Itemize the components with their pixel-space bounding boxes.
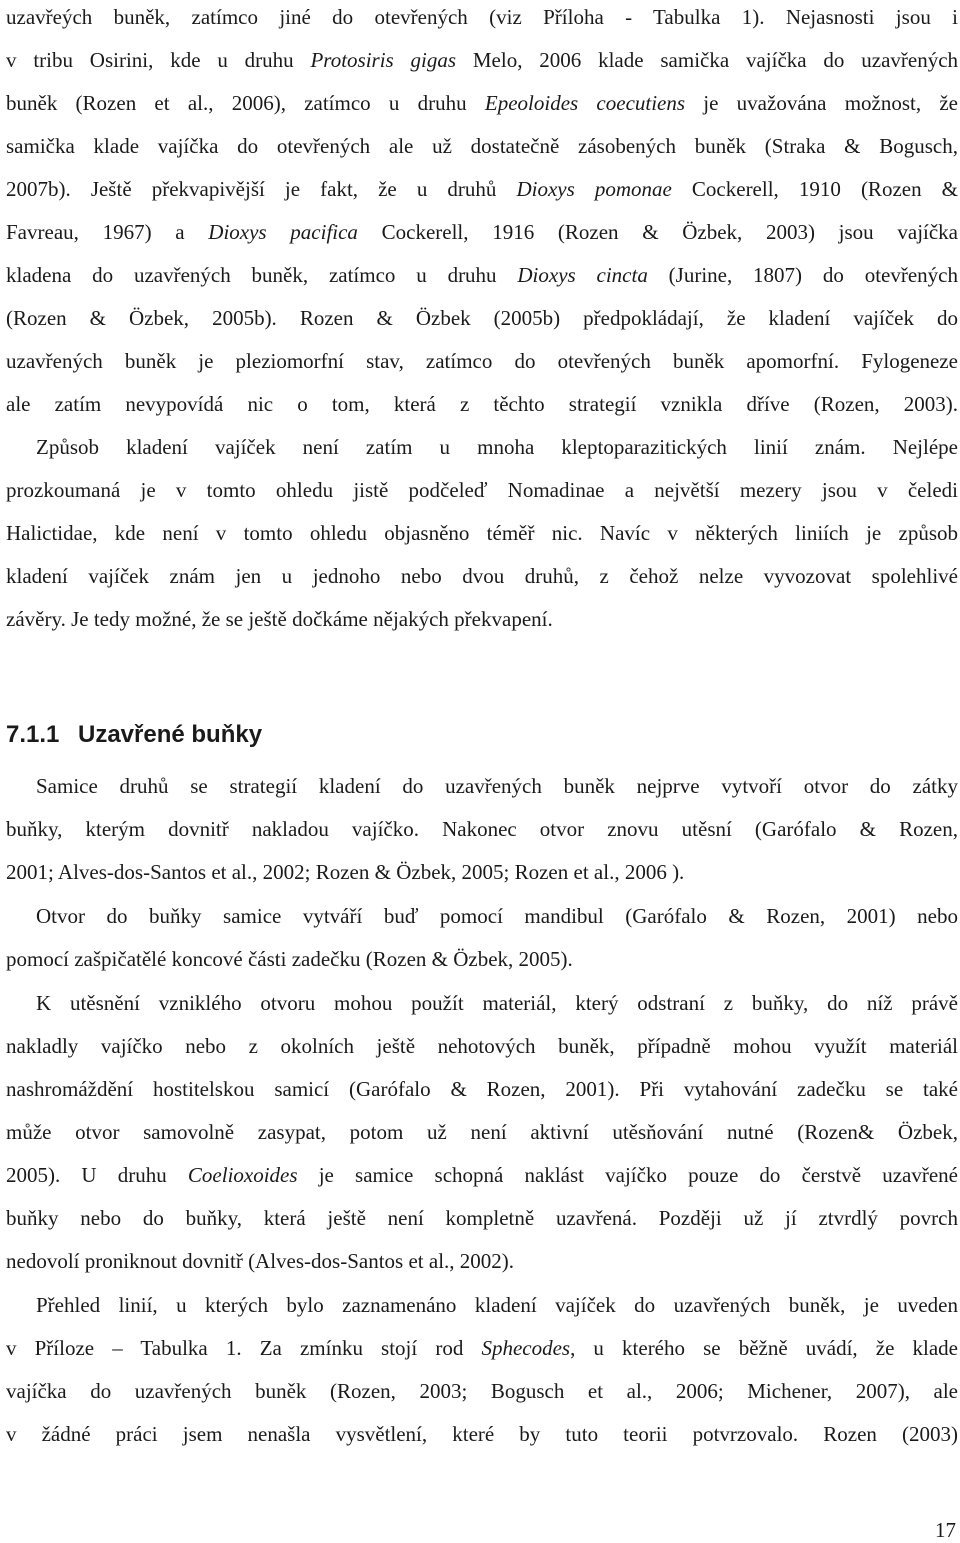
text-line: v žádné práci jsem nenašla vysvětlení, které by tuto teorii potvrzovalo. Rozen (2003) xyxy=(6,1422,958,1446)
species-name: Dioxys cincta xyxy=(517,263,648,287)
text-line: 2001; Alves-dos-Santos et al., 2002; Rozen & Özbek, 2005; Rozen et al., 2006 ). xyxy=(6,860,685,884)
text-line: vajíčka do uzavřených buněk (Rozen, 2003; Bogusch et al., 2006; Michener, 2007), ale xyxy=(6,1379,958,1403)
text-line: samička klade vajíčka do otevřených ale už dostatečně zásobených buněk (Straka & Bogusch, xyxy=(6,134,958,158)
text-line: 2007b). Ještě překvapivější je fakt, že u druhů Dioxys pomonae Cockerell, 1910 (Rozen & xyxy=(6,177,958,201)
text-line: Přehled linií, u kterých bylo zaznamenáno kladení vajíček do uzavřených buněk, je uveden xyxy=(36,1293,958,1317)
text-line: Otvor do buňky samice vytváří buď pomocí mandibul (Garófalo & Rozen, 2001) nebo xyxy=(36,904,958,928)
species-name: Dioxys pomonae xyxy=(516,177,672,201)
text-line: ale zatím nevypovídá nic o tom, která z těchto strategií vznikla dříve (Rozen, 2003). xyxy=(6,392,958,416)
text-line: v tribu Osirini, kde u druhu Protosiris gigas Melo, 2006 klade samička vajíčka do uzavřených xyxy=(6,48,959,72)
species-name: Dioxys pacifica xyxy=(208,220,358,244)
text-line: nashromáždění hostitelskou samicí (Garófalo & Rozen, 2001). Při vytahování zadečku se také xyxy=(6,1077,958,1101)
text-line: (Rozen & Özbek, 2005b). Rozen & Özbek (2005b) předpokládají, že kladení vajíček do xyxy=(6,306,958,330)
text-line: kladení vajíček znám jen u jednoho nebo dvou druhů, z čehož nelze vyvozovat spolehlivé xyxy=(6,564,958,588)
species-name: Coelioxoides xyxy=(187,1163,298,1187)
text-line: Samice druhů se strategií kladení do uzavřených buněk nejprve vytvoří otvor do zátky xyxy=(36,774,958,798)
page-number: 17 xyxy=(935,1518,956,1542)
text-line: kladena do uzavřených buněk, zatímco u druhu Dioxys cincta (Jurine, 1807) do otevřených xyxy=(6,263,958,287)
species-name: Sphecodes xyxy=(481,1336,571,1360)
species-name: Epeoloides coecutiens xyxy=(484,91,686,115)
section-heading xyxy=(6,720,262,750)
text-line: buňky, kterým dovnitř nakladou vajíčko. Nakonec otvor znovu utěsní (Garófalo & Rozen, xyxy=(6,817,958,841)
text-line: nedovolí proniknout dovnitř (Alves-dos-Santos et al., 2002). xyxy=(6,1249,515,1273)
text-line: Halictidae, kde není v tomto ohledu objasněno téměř nic. Navíc v některých liniích je způsob xyxy=(6,521,958,545)
text-line: prozkoumaná je v tomto ohledu jistě podčeleď Nomadinae a největší mezery jsou v čeledi xyxy=(6,478,958,502)
text-line: nakladly vajíčko nebo z okolních ještě nehotových buněk, případně mohou využít materiál xyxy=(6,1034,958,1058)
text-line: Způsob kladení vajíček není zatím u mnoha kleptoparazitických linií znám. Nejlépe xyxy=(36,435,958,459)
text-line: K utěsnění vzniklého otvoru mohou použít materiál, který odstraní z buňky, do níž právě xyxy=(36,991,958,1015)
text-line: 2005). U druhu Coelioxoides je samice schopná naklást vajíčko pouze do čerstvě uzavřené xyxy=(6,1163,958,1187)
text-line: buněk (Rozen et al., 2006), zatímco u druhu Epeoloides coecutiens je uvažována možnost, že xyxy=(6,91,958,115)
text-line: uzavřených buněk je pleziomorfní stav, zatímco do otevřených buněk apomorfní. Fylogeneze xyxy=(6,349,958,373)
text-line: pomocí zašpičatělé koncové části zadečku (Rozen & Özbek, 2005). xyxy=(6,947,573,971)
section-title: Uzavřené buňky xyxy=(78,721,263,748)
text-line: Favreau, 1967) a Dioxys pacifica Cockerell, 1916 (Rozen & Özbek, 2003) jsou vajíčka xyxy=(6,220,959,244)
text-line: uzavřeých buněk, zatímco jiné do otevřených (viz Příloha - Tabulka 1). Nejasnosti jsou i xyxy=(6,5,958,29)
text-line: může otvor samovolně zasypat, potom už není aktivní utěsňování nutné (Rozen& Özbek, xyxy=(6,1120,958,1144)
text-line: v Příloze – Tabulka 1. Za zmínku stojí rod Sphecodes, u kterého se běžně uvádí, že klade xyxy=(6,1336,959,1360)
section-number: 7.1.1 xyxy=(6,721,60,748)
species-name: Protosiris gigas xyxy=(310,48,457,72)
text-line: závěry. Je tedy možné, že se ještě dočkáme nějakých překvapení. xyxy=(6,607,553,631)
text-line: buňky nebo do buňky, která ještě není kompletně uzavřená. Později už jí ztvrdlý povrch xyxy=(6,1206,958,1230)
